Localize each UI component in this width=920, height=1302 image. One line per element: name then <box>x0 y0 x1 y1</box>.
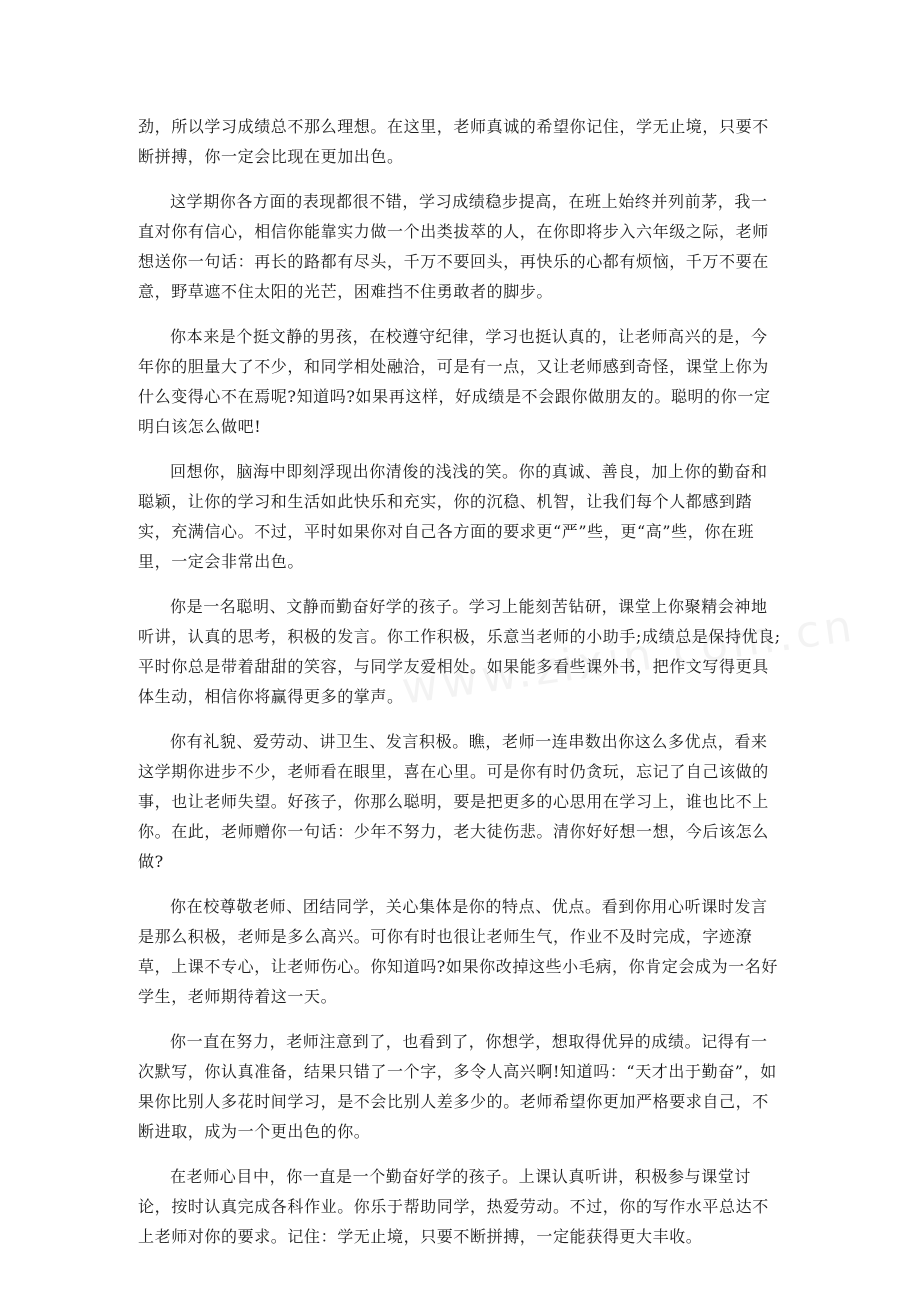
paragraph-6: 你有礼貌、爱劳动、讲卫生、发言积极。瞧，老师一连串数出你这么多优点，看来这学期你进步不少，老师看在眼里，喜在心里。可是你有时仍贪玩，忘记了自己该做的事，也让老师失望。好孩子，你那么聪明，要是把更多的心思用在学习上，谁也比不上你。在此，老师赠你一句话：少年不努力，老大徒伤悲。清你好好想一想，今后该怎么做? <box>138 732 769 871</box>
document-body <box>138 112 782 1267</box>
paragraph-8: 你一直在努力，老师注意到了，也看到了，你想学，想取得优异的成绩。记得有一次默写，你认真准备，结果只错了一个字，多令人高兴啊!知道吗：“天才出于勤奋”，如果你比别人多花时间学习，是不会比别人差多少的。老师希望你更加严格要求自己，不断进取，成为一个更出色的你。 <box>138 1032 777 1141</box>
paragraph-4: 回想你，脑海中即刻浮现出你清俊的浅浅的笑。你的真诚、善良，加上你的勤奋和聪颖，让你的学习和生活如此快乐和充实，你的沉稳、机智，让我们每个人都感到踏实，充满信心。不过，平时如果你对自己各方面的要求更“严”些，更“高”些，你在班里，一定会非常出色。 <box>138 462 768 571</box>
paragraph-3: 你本来是个挺文静的男孩，在校遵守纪律，学习也挺认真的，让老师高兴的是，今年你的胆量大了不少，和同学相处融洽，可是有一点，又让老师感到奇怪，课堂上你为什么变得心不在焉呢?知道吗?如果再这样，好成绩是不会跟你做朋友的。聪明的你一定明白该怎么做吧! <box>138 327 771 436</box>
paragraph-2: 这学期你各方面的表现都很不错，学习成绩稳步提高，在班上始终并列前茅，我一直对你有信心，相信你能靠实力做一个出类拔萃的人，在你即将步入六年级之际，老师想送你一句话：再长的路都有尽头，千万不要回头，再快乐的心都有烦恼，千万不要在意，野草遮不住太阳的光芒，困难挡不住勇敢者的脚步。 <box>138 192 769 301</box>
paragraph-1: 劲，所以学习成绩总不那么理想。在这里，老师真诚的希望你记住，学无止境，只要不断拼搏，你一定会比现在更加出色。 <box>138 117 769 166</box>
paragraph-9: 在老师心目中，你一直是一个勤奋好学的孩子。上课认真听讲，积极参与课堂讨论，按时认真完成各科作业。你乐于帮助同学，热爱劳动。不过，你的写作水平总达不上老师对你的要求。记住：学无止境，只要不断拼搏，一定能获得更大丰收。 <box>138 1167 769 1246</box>
paragraph-7: 你在校尊敬老师、团结同学，关心集体是你的特点、优点。看到你用心听课时发言是那么积极，老师是多么高兴。可你有时也很让老师生气，作业不及时完成，字迹潦草，上课不专心，让老师伤心。你知道吗?如果你改掉这些小毛病，你肯定会成为一名好学生，老师期待着这一天。 <box>138 897 778 1006</box>
paragraph-5: 你是一名聪明、文静而勤奋好学的孩子。学习上能刻苦钻研，课堂上你聚精会神地听讲，认真的思考，积极的发言。你工作积极，乐意当老师的小助手;成绩总是保持优良;平时你总是带着甜甜的笑容，与同学友爱相处。如果能多看些课外书，把作文写得更具体生动，相信你将赢得更多的掌声。 <box>138 597 781 706</box>
